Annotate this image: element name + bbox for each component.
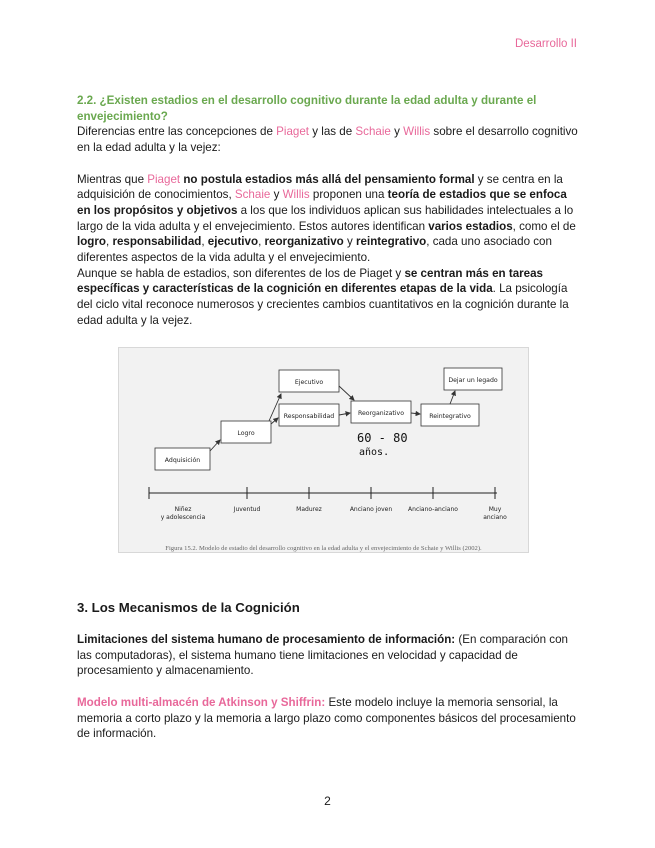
- arrow-adquisicion-logro: [210, 440, 220, 451]
- comparison-paragraph: [77, 266, 580, 329]
- handwritten-note-line1: 60 - 80: [357, 431, 408, 445]
- stage-label-reorganizativo: Reorganizativo: [357, 410, 405, 417]
- text-run: ,: [201, 235, 208, 249]
- bold-run: teoría de estadios que se enfoca en los propósitos y objetivos: [77, 188, 567, 217]
- text-run: sobre el desarrollo cognitivo en la edad adulta y la vejez:: [77, 125, 578, 155]
- text-run: (En comparación con las computadoras), el sistema humano tiene limitaciones en velocidad y capacidad de procesamiento y almacenamiento.: [77, 633, 568, 678]
- text-run: , como el de: [512, 219, 576, 233]
- text-run: y las de: [309, 125, 356, 139]
- text-run: Este modelo incluye la memoria sensorial, la memoria a corto plazo y la memoria a largo plazo como componentes básicos del procesamiento de información.: [77, 696, 576, 741]
- text-run: Mientras que: [77, 172, 148, 186]
- page-number: 2: [324, 794, 331, 808]
- spacer: [77, 156, 580, 172]
- stage-label-logro: Logro: [237, 430, 255, 437]
- stage-label-ejecutivo: Ejecutivo: [294, 379, 324, 386]
- text-run: y: [270, 188, 283, 202]
- timeline-label-juventud: Juventud: [233, 506, 261, 513]
- model-title: Modelo multi-almacén de Atkinson y Shiffrin:: [77, 696, 326, 709]
- arrow-ejecutivo-reorganizativo: [339, 386, 354, 400]
- arrow-logro-responsabilidad: [271, 418, 278, 424]
- author-schaie: Schaie: [355, 125, 391, 139]
- text-run: proponen una: [309, 188, 388, 202]
- figure-caption: Figura 15.2. Modelo de estadio del desarrollo cognitivo en la edad adulta y el envejecimiento de Schaie y Willis (2002).: [165, 545, 482, 552]
- text-run: , cada uno asociado con diferentes aspectos de la vida adulta y el envejecimiento.: [77, 235, 552, 265]
- bold-run: reintegrativo: [356, 235, 427, 249]
- timeline-label-anciano-joven: Anciano joven: [349, 506, 393, 513]
- stage-label-adquisicion: Adquisición: [164, 457, 201, 464]
- bold-run: no postula estadios más allá del pensamiento formal: [180, 172, 475, 186]
- author-piaget: Piaget: [147, 172, 181, 186]
- author-willis: Willis: [403, 125, 431, 139]
- timeline-label-muy-anciano: anciano: [483, 514, 507, 521]
- stage-label-legado: Dejar un legado: [448, 377, 498, 384]
- document-header: Desarrollo II: [515, 38, 577, 50]
- bold-run: Limitaciones del sistema humano de procesamiento de información:: [77, 633, 456, 646]
- text-run: Diferencias entre las concepciones de: [77, 125, 277, 139]
- stage-model-diagram: [119, 348, 530, 554]
- arrow-reorganizativo-reintegrativo: [411, 413, 420, 414]
- text-run: . La psicología del ciclo vital reconoce numerosos y crecientes cambios cuantitativos en la cognición durante la edad adulta y la vejez.: [77, 282, 569, 327]
- text-run: y: [390, 125, 404, 139]
- bold-run: reorganizativo: [264, 235, 344, 249]
- stage-label-responsabilidad: Responsabilidad: [283, 413, 335, 420]
- timeline-label-ninez: Niñez: [174, 506, 192, 513]
- timeline-label-madurez: Madurez: [296, 506, 322, 513]
- bold-run: ejecutivo: [207, 235, 259, 249]
- section-heading: 2.2. ¿Existen estadios en el desarrollo cognitivo durante la edad adulta y durante el envejecimiento?: [77, 94, 537, 123]
- text-run: ,: [105, 235, 113, 249]
- text-run: Aunque se habla de estadios, son diferentes de los de Piaget y: [77, 266, 405, 280]
- bold-run: varios estadios: [428, 219, 513, 233]
- author-willis: Willis: [282, 188, 310, 202]
- section-3-heading: 3. Los Mecanismos de la Cognición: [77, 600, 300, 615]
- text-run: a los que los individuos aplican sus habilidades intelectuales a lo largo de la vida adulta y el envejecimiento. Estos autores identifican: [77, 203, 574, 233]
- timeline-label-muy: Muy: [488, 506, 502, 513]
- handwritten-note-line2: años.: [359, 447, 390, 458]
- intro-paragraph: [77, 124, 580, 155]
- stages-paragraph: [77, 172, 580, 266]
- section-2-2: [77, 93, 580, 329]
- timeline-label-adolescencia: y adolescencia: [160, 514, 206, 521]
- text-run: y se centra en la adquisición de conocimientos,: [77, 172, 563, 202]
- arrow-responsabilidad-reorganizativo: [339, 413, 350, 415]
- stage-model-figure: [118, 347, 529, 553]
- timeline-label-anciano-anciano: Anciano-anciano: [408, 506, 458, 513]
- text-run: y: [343, 235, 357, 249]
- bold-run: se centran más en tareas específicas y características de la cognición en diferentes etapas de la vida: [77, 266, 543, 296]
- author-schaie: Schaie: [234, 188, 271, 202]
- stage-label-reintegrativo: Reintegrativo: [429, 413, 471, 420]
- text-run: ,: [258, 235, 265, 249]
- limitations-paragraph: [77, 632, 580, 679]
- arrow-reintegrativo-legado: [450, 391, 455, 404]
- multistore-paragraph: [77, 695, 580, 742]
- author-piaget: Piaget: [276, 125, 310, 139]
- bold-run: logro: [77, 235, 106, 249]
- bold-run: responsabilidad: [112, 235, 202, 249]
